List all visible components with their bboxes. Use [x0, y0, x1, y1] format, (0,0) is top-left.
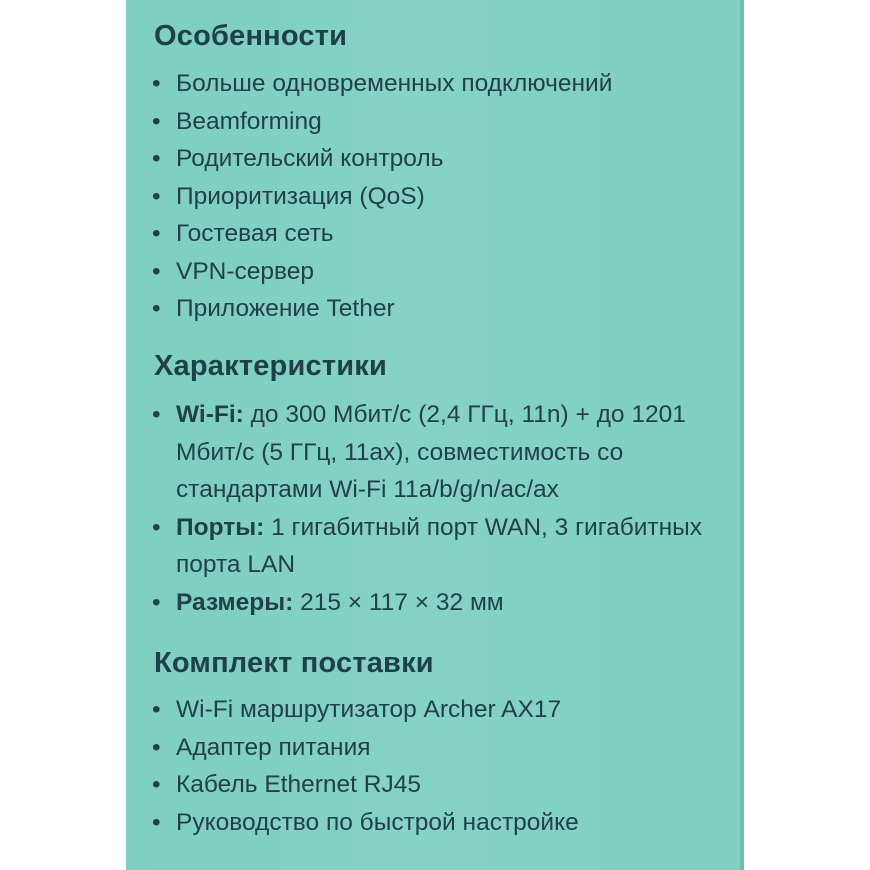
product-box-panel [126, 0, 744, 870]
package-list [150, 691, 579, 841]
feature-item: • Родительский контроль [150, 140, 612, 178]
bullet-icon: • [152, 295, 161, 322]
bullet-icon: • [152, 696, 161, 723]
bullet-icon: • [152, 808, 161, 836]
bullet-icon: • [152, 257, 161, 285]
package-item: • Руководство по быстрой настройке [150, 804, 579, 842]
bullet-icon: • [152, 771, 161, 798]
features-list [150, 65, 612, 328]
spec-key: Размеры: [176, 588, 294, 616]
feature-item: • Приложение Tether [150, 290, 612, 328]
specs-list [150, 396, 736, 621]
spec-value: до 300 Мбит/с (2,4 ГГц, 11n) + до 1201 Мбит/с (5 ГГц, 11ax), совместимость со стандартами Wi-Fi 11a/b/g/n/ac/ax [176, 401, 686, 503]
spec-value: 1 гигабитный порт WAN, 3 гигабитных порта LAN [176, 513, 703, 578]
bullet-icon: • [152, 733, 161, 761]
bullet-icon: • [152, 182, 161, 210]
spec-value: 215 × 117 × 32 мм [293, 588, 504, 616]
feature-item: • Гостевая сеть [150, 215, 612, 253]
feature-item: • Больше одновременных подключений [150, 65, 612, 103]
spec-key: Wi-Fi: [176, 401, 244, 428]
bullet-icon: • [152, 513, 161, 541]
bullet-icon: • [152, 401, 161, 428]
spec-item-size [150, 584, 736, 622]
package-item: • Кабель Ethernet RJ45 [150, 766, 579, 804]
feature-item: • Приоритизация (QoS) [150, 178, 612, 216]
package-item: • Адаптер питания [150, 729, 579, 767]
spec-item-wifi [150, 396, 736, 509]
bullet-icon: • [152, 107, 161, 135]
bullet-icon: • [152, 70, 161, 97]
box-edge [740, 0, 744, 870]
bullet-icon: • [152, 220, 161, 247]
feature-item: • VPN-сервер [150, 253, 612, 291]
package-title: Комплект поставки [154, 647, 434, 679]
spec-item-ports [150, 509, 736, 584]
bullet-icon: • [152, 145, 161, 172]
bullet-icon: • [152, 588, 161, 616]
package-item: • Wi-Fi маршрутизатор Archer AX17 [150, 691, 579, 729]
specs-title: Характеристики [154, 350, 388, 382]
feature-item: • Beamforming [150, 103, 612, 141]
spec-key: Порты: [176, 513, 265, 541]
features-title: Особенности [154, 20, 348, 52]
